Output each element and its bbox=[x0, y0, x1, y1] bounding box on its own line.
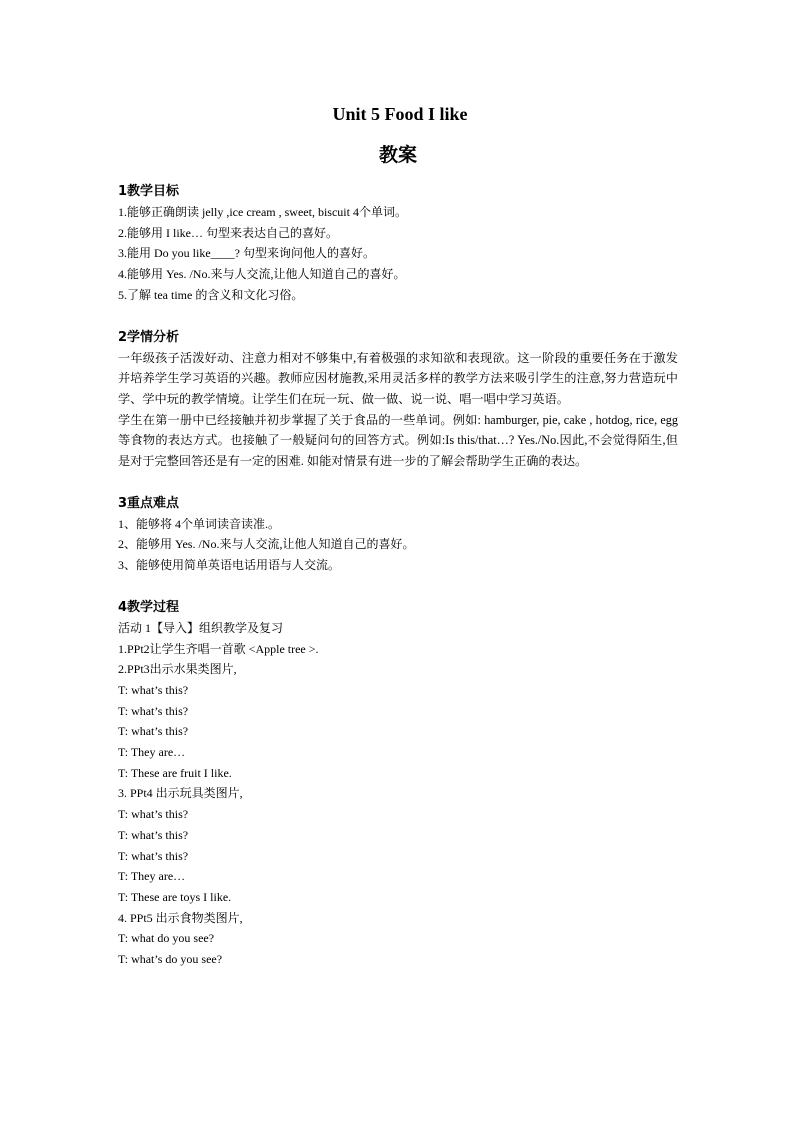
process-line: T: what’s this? bbox=[118, 848, 189, 863]
objective-item: 3.能用 Do you like____? 句型来询问他人的喜好。 bbox=[118, 246, 375, 261]
process-line: T: These are toys I like. bbox=[118, 889, 232, 904]
spacer bbox=[118, 306, 678, 327]
objective-item: 5.了解 tea time 的含义和文化习俗。 bbox=[118, 287, 304, 302]
process-line: T: They are… bbox=[118, 745, 186, 760]
section-heading: 2学情分析 bbox=[118, 329, 180, 345]
process-line: 4. PPt5 出示食物类图片, bbox=[118, 910, 243, 925]
section-key-points bbox=[118, 493, 678, 576]
process-line: T: what’s this? bbox=[118, 724, 189, 739]
process-line: 3. PPt4 出示玩具类图片, bbox=[118, 786, 243, 801]
spacer bbox=[118, 576, 678, 597]
process-line: T: what’s this? bbox=[118, 807, 189, 822]
analysis-paragraph: 学生在第一册中已经接触并初步掌握了关于食品的一些单词。例如: hamburger, pie, cake , hotdog, rice, egg 等食物的表达方式。也接触了一般疑问句的回答方式。例如:Is this/that…? Yes./No.因此,不会觉得陌生,但是对于完整回答还是有一定的困难. 如能对情景有进一步的了解会帮助学生正确的表达。 bbox=[118, 412, 678, 469]
section-student-analysis bbox=[118, 327, 678, 472]
process-line: T: what do you see? bbox=[118, 931, 215, 946]
process-line: T: what’s this? bbox=[118, 703, 189, 718]
key-point-item: 3、能够使用简单英语电话用语与人交流。 bbox=[118, 558, 341, 573]
document-subtitle: 教案 bbox=[378, 144, 417, 166]
analysis-paragraph: 一年级孩子活泼好动、注意力相对不够集中,有着极强的求知欲和表现欲。这一阶段的重要任务在于激发并培养学生学习英语的兴趣。教师应因材施教,采用灵活多样的教学方法来吸引学生的注意,努力营造玩中学、学中玩的教学情境。让学生们在玩一玩、做一做、说一说、唱一唱中学习英语。 bbox=[118, 350, 678, 406]
section-teaching-process bbox=[118, 597, 678, 970]
process-line: T: They are… bbox=[118, 869, 186, 884]
process-line: T: what’s this? bbox=[118, 827, 189, 842]
process-line: 1.PPt2让学生齐唱一首歌 <Apple tree >. bbox=[118, 641, 319, 656]
process-line: T: what’s do you see? bbox=[118, 952, 223, 967]
section-heading: 1教学目标 bbox=[118, 184, 180, 199]
objective-item: 4.能够用 Yes. /No.来与人交流,让他人知道自己的喜好。 bbox=[118, 267, 406, 282]
process-line: 活动 1【导入】组织教学及复习 bbox=[118, 620, 284, 635]
key-point-item: 1、能够将 4个单词读音读准.。 bbox=[118, 516, 281, 531]
document-page bbox=[118, 100, 678, 970]
section-heading: 3重点难点 bbox=[118, 495, 180, 511]
process-line: T: These are fruit I like. bbox=[118, 765, 232, 780]
process-line: 2.PPt3出示水果类图片, bbox=[118, 662, 237, 677]
objective-item: 1.能够正确朗读 jelly ,ice cream , sweet, biscuit 4个单词。 bbox=[118, 205, 407, 219]
objective-item: 2.能够用 I like… 句型来表达自己的喜好。 bbox=[118, 225, 338, 240]
section-teaching-objectives bbox=[118, 181, 678, 306]
document-title: Unit 5 Food I like bbox=[332, 104, 468, 124]
section-heading: 4教学过程 bbox=[118, 599, 180, 615]
spacer bbox=[118, 472, 678, 493]
process-line: T: what’s this? bbox=[118, 682, 189, 697]
key-point-item: 2、能够用 Yes. /No.来与人交流,让他人知道自己的喜好。 bbox=[118, 537, 415, 552]
